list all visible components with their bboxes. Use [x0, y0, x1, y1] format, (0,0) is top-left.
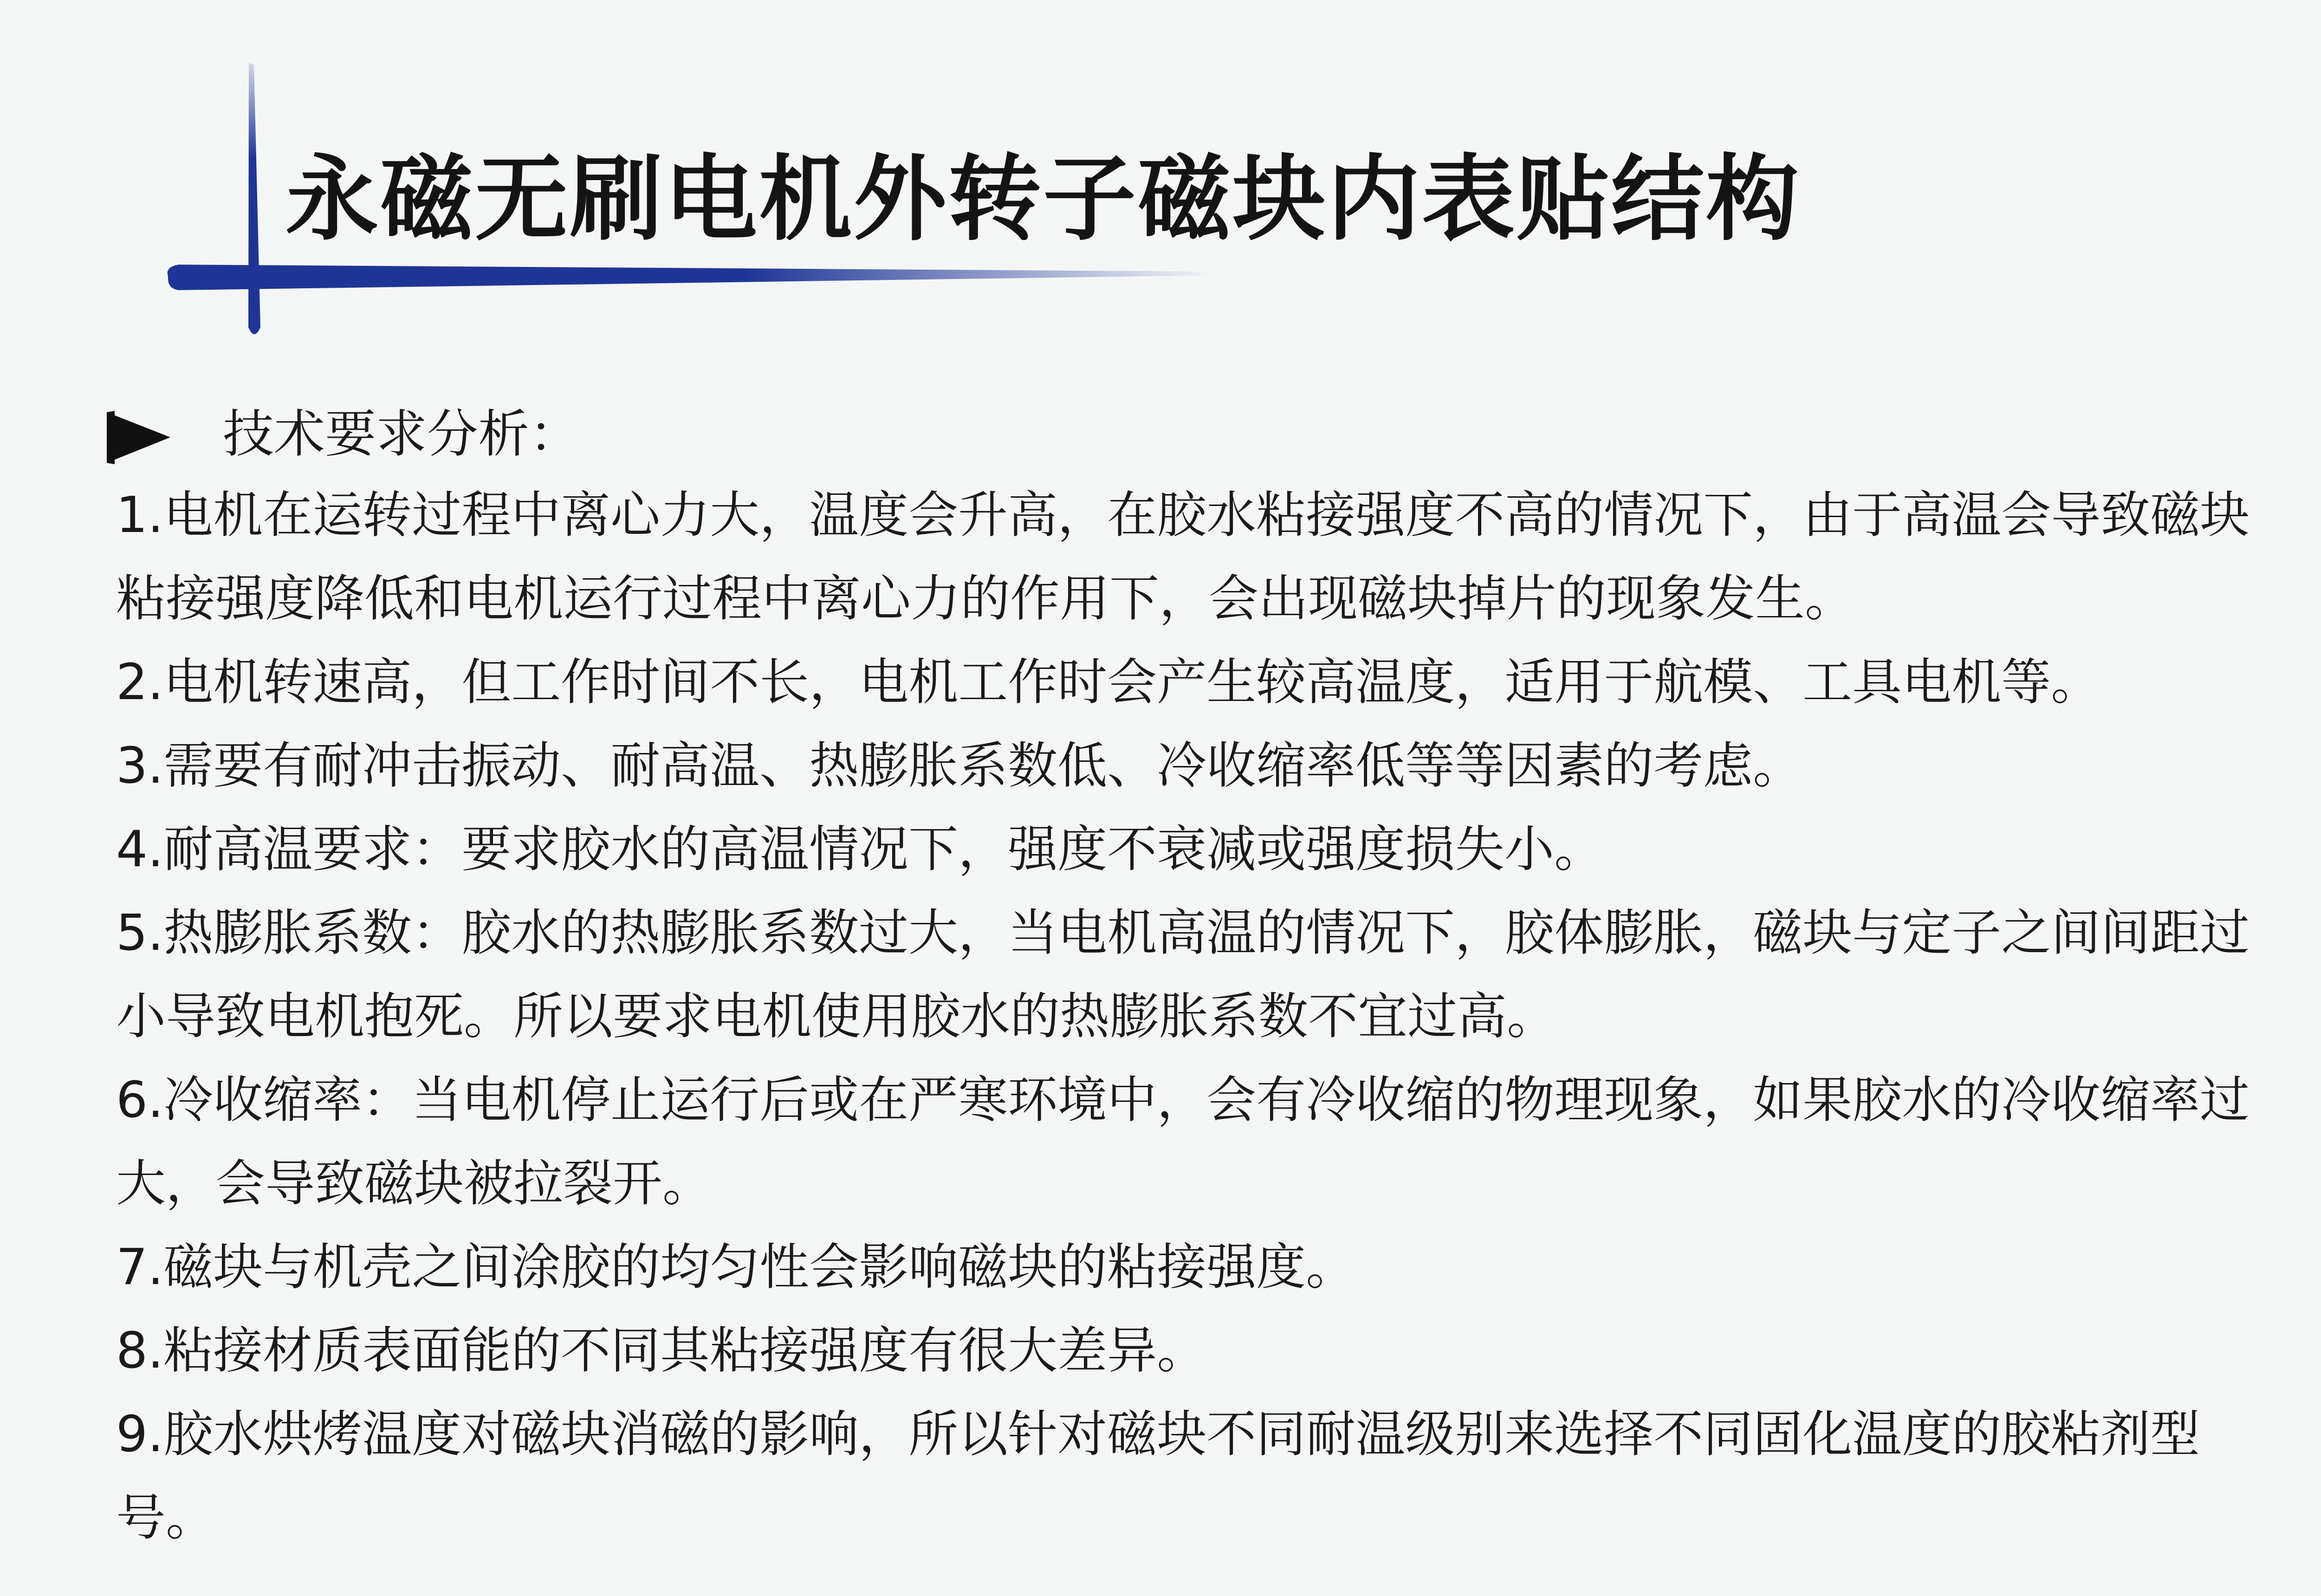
requirement-item-9: 9.胶水烘烤温度对磁块消磁的影响，所以针对磁块不同耐温级别来选择不同固化温度的胶粘剂型号。	[116, 1406, 2200, 1547]
requirement-item-7: 7.磁块与机壳之间涂胶的均匀性会影响磁块的粘接强度。	[116, 1239, 1356, 1296]
vertical-accent-stroke	[248, 63, 260, 334]
requirements-list	[116, 474, 2261, 1560]
page-title: 永磁无刷电机外转子磁块内表贴结构	[285, 145, 1801, 253]
requirement-item-3: 3.需要有耐冲击振动、耐高温、热膨胀系数低、冷收缩率低等等因素的考虑。	[116, 737, 1803, 795]
section-header	[104, 397, 2240, 471]
triangle-bullet-icon	[104, 411, 174, 464]
horizontal-accent-stroke	[168, 265, 1216, 290]
requirement-item-4: 4.耐高温要求：要求胶水的高温情况下，强度不衰减或强度损失小。	[116, 821, 1604, 878]
requirements-section	[104, 397, 2250, 1547]
requirement-item-8: 8.粘接材质表面能的不同其粘接强度有很大差异。	[116, 1322, 1207, 1380]
requirement-item-2: 2.电机转速高，但工作时间不长，电机工作时会产生较高温度，适用于航模、工具电机等。	[116, 654, 2101, 711]
requirement-item-1: 1.电机在运转过程中离心力大，温度会升高，在胶水粘接强度不高的情况下，由于高温会导致磁块粘接强度降低和电机运行过程中离心力的作用下，会出现磁块掉片的现象发生。	[116, 487, 2250, 628]
section-heading: 技术要求分析：	[223, 404, 580, 464]
requirement-item-6: 6.冷收缩率：当电机停止运行后或在严寒环境中，会有冷收缩的物理现象，如果胶水的冷收缩率过大，会导致磁块被拉裂开。	[116, 1071, 2250, 1213]
requirement-item-5: 5.热膨胀系数：胶水的热膨胀系数过大，当电机高温的情况下，胶体膨胀，磁块与定子之间间距过小导致电机抱死。所以要求电机使用胶水的热膨胀系数不宜过高。	[116, 904, 2250, 1045]
